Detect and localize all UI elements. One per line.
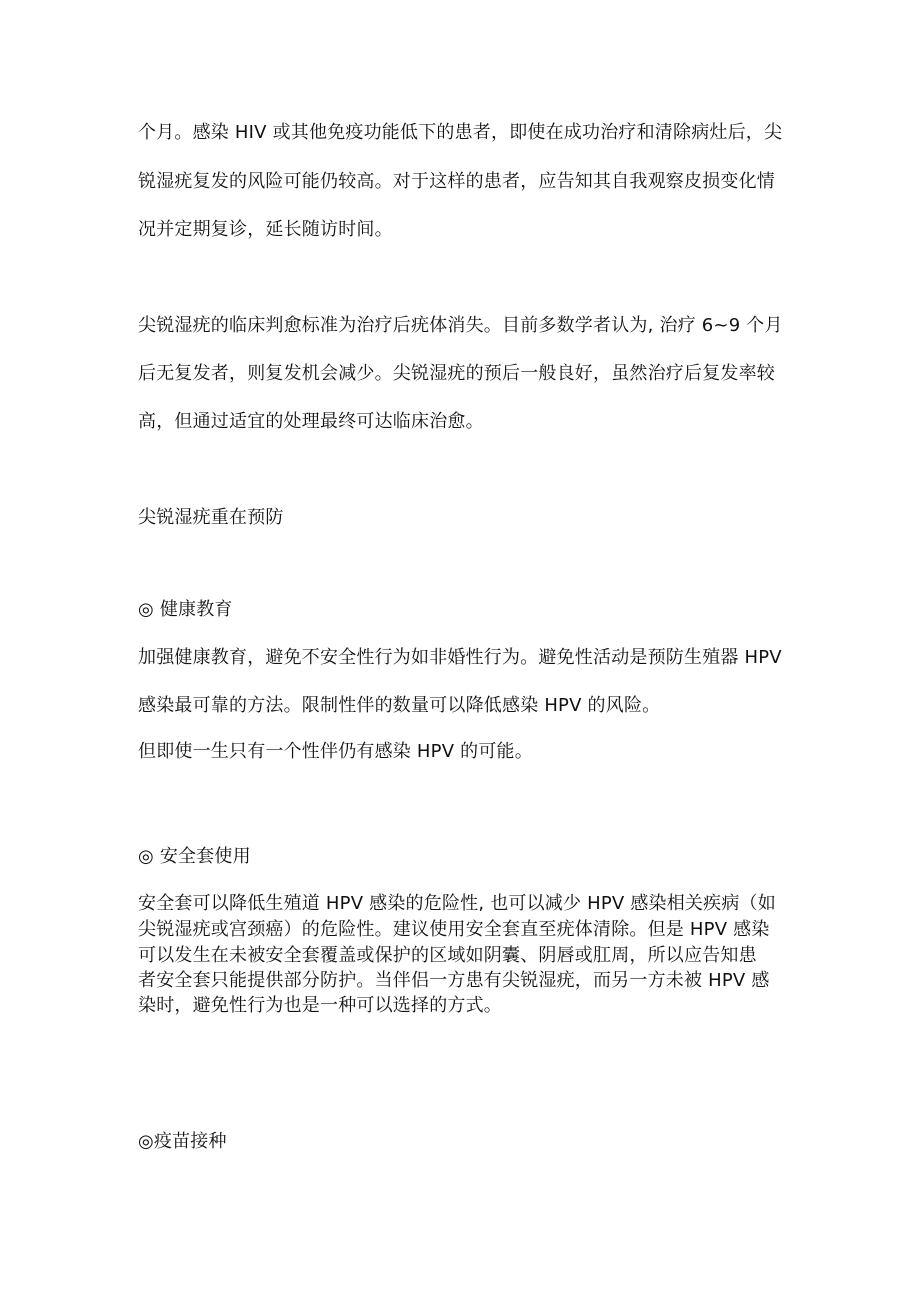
condom-use-line-2: 尖锐湿疣或宫颈癌）的危险性。建议使用安全套直至疣体清除。但是 HPV 感染 — [138, 919, 770, 940]
health-education-line-1: 加强健康教育，避免不安全性行为如非婚性行为。避免性活动是预防生殖器 HPV — [138, 647, 782, 668]
health-education-heading: ◎ 健康教育 — [138, 599, 233, 620]
condom-use-line-5: 染时，避免性行为也是一种可以选择的方式。 — [138, 995, 502, 1016]
paragraph2-line-3: 高，但通过适宜的处理最终可达临床治愈。 — [138, 411, 484, 432]
condom-use-line-4: 者安全套只能提供部分防护。当伴侣一方患有尖锐湿疣，而另一方未被 HPV 感 — [138, 970, 770, 991]
paragraph2-line-1: 尖锐湿疣的临床判愈标准为治疗后疣体消失。目前多数学者认为, 治疗 6~9 个月 — [138, 315, 783, 336]
vaccination-heading: ◎疫苗接种 — [138, 1131, 227, 1152]
paragraph1-line-1: 个月。感染 HIV 或其他免疫功能低下的患者，即使在成功治疗和清除病灶后，尖 — [138, 122, 783, 143]
prevention-heading: 尖锐湿疣重在预防 — [138, 507, 284, 528]
condom-use-line-3: 可以发生在未被安全套覆盖或保护的区域如阴囊、阴唇或肛周，所以应告知患 — [138, 945, 757, 966]
paragraph1-line-2: 锐湿疣复发的风险可能仍较高。对于这样的患者，应告知其自我观察皮损变化情 — [138, 171, 775, 192]
health-education-line-3: 但即使一生只有一个性伴仍有感染 HPV 的可能。 — [138, 741, 533, 762]
health-education-line-2: 感染最可靠的方法。限制性伴的数量可以降低感染 HPV 的风险。 — [138, 695, 661, 716]
condom-use-heading: ◎ 安全套使用 — [138, 846, 251, 867]
condom-use-line-1: 安全套可以降低生殖道 HPV 感染的危险性, 也可以减少 HPV 感染相关疾病（如 — [138, 893, 776, 914]
paragraph2-line-2: 后无复发者，则复发机会减少。尖锐湿疣的预后一般良好，虽然治疗后复发率较 — [138, 363, 775, 384]
paragraph1-line-3: 况并定期复诊，延长随访时间。 — [138, 219, 393, 240]
